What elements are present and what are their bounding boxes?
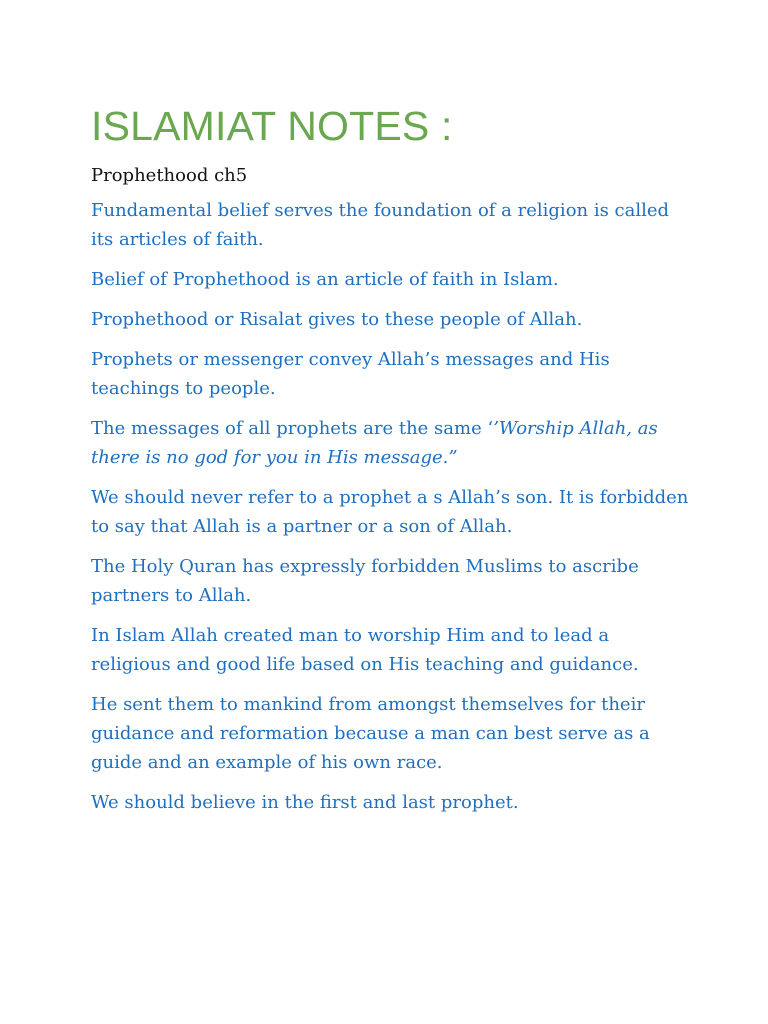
document-subtitle: Prophethood ch5 — [91, 165, 248, 186]
paragraph-belief-prophethood: Belief of Prophethood is an article of faith in Islam. — [91, 269, 559, 290]
paragraph-quran-forbidden: The Holy Quran has expressly forbidden Muslims to ascribe partners to Allah. — [91, 556, 639, 606]
quote-text: ’Worship Allah, as there is no god for you in His message.” — [91, 418, 658, 468]
quote-lead-text: The messages of all prophets are the same ‘ — [91, 418, 494, 439]
paragraph-first-last-prophet: We should believe in the first and last prophet. — [91, 792, 519, 813]
document-title: ISLAMIAT NOTES : — [91, 103, 453, 149]
paragraph-never-refer: We should never refer to a prophet a s Allah’s son. It is forbidden to say that Allah is a partner or a son of Allah. — [91, 487, 689, 537]
paragraph-risalat: Prophethood or Risalat gives to these people of Allah. — [91, 309, 583, 330]
document-page — [91, 98, 691, 828]
paragraph-articles-of-faith: Fundamental belief serves the foundation of a religion is called its articles of faith. — [91, 200, 670, 250]
paragraph-sent-to-mankind: He sent them to mankind from amongst themselves for their guidance and reformation because a man can best serve as a guide and an example of his own race. — [91, 694, 650, 773]
paragraph-messengers: Prophets or messenger convey Allah’s messages and His teachings to people. — [91, 349, 610, 399]
paragraph-messages-same — [91, 414, 691, 472]
paragraph-created-to-worship: In Islam Allah created man to worship Him and to lead a religious and good life based on His teaching and guidance. — [91, 625, 639, 675]
